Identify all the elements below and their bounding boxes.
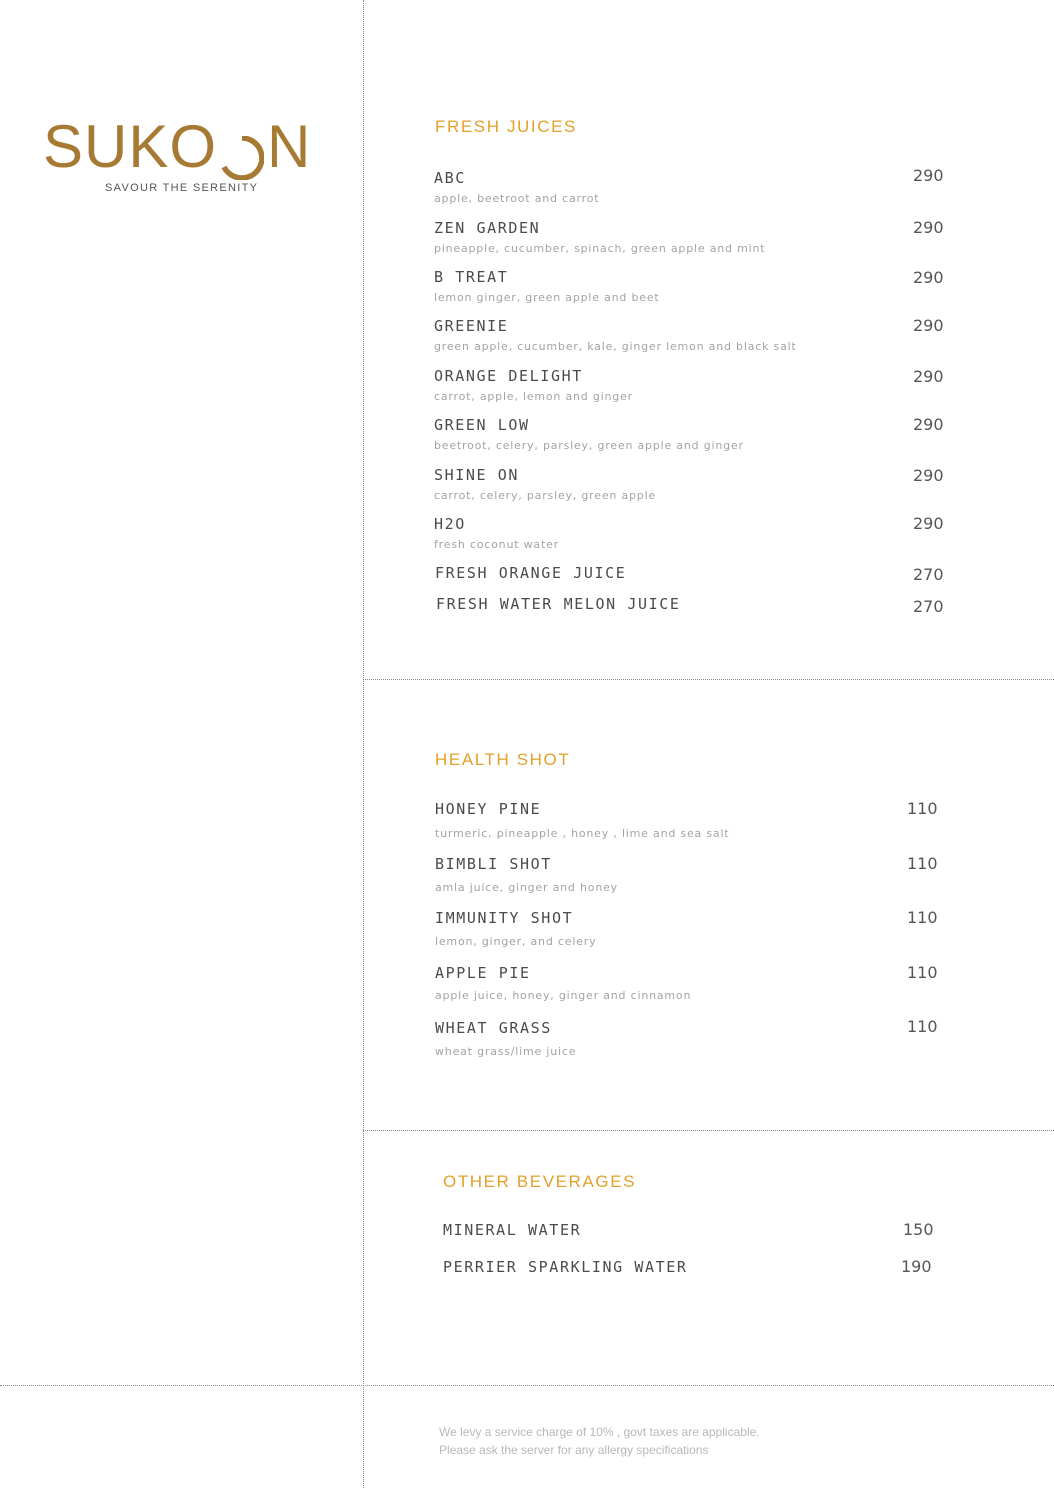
logo-text-right: N: [267, 113, 312, 180]
item-price: 110: [907, 799, 938, 818]
menu-item: [435, 800, 729, 840]
item-description: carrot, celery, parsley, green apple: [434, 489, 656, 502]
logo: [43, 112, 333, 194]
item-price: 290: [913, 514, 944, 533]
item-name: GREEN LOW: [434, 416, 530, 434]
menu-item: [434, 317, 797, 353]
item-name: PERRIER SPARKLING WATER: [443, 1258, 688, 1276]
item-description: beetroot, celery, parsley, green apple and ginger: [434, 439, 744, 452]
menu-item: [434, 416, 744, 452]
item-name: BIMBLI SHOT: [435, 855, 552, 873]
section-divider-1: [363, 679, 1054, 680]
item-description: green apple, cucumber, kale, ginger lemon and black salt: [434, 340, 797, 353]
other-beverages-section: [443, 1172, 636, 1192]
item-price: 110: [907, 1017, 938, 1036]
item-name: APPLE PIE: [435, 964, 531, 982]
menu-item: [434, 219, 765, 255]
section-title: FRESH JUICES: [435, 117, 577, 136]
item-description: fresh coconut water: [434, 538, 559, 551]
menu-item: [435, 909, 596, 948]
item-name: GREENIE: [434, 317, 509, 335]
menu-item: [434, 169, 599, 205]
item-price: 270: [913, 597, 944, 616]
item-description: apple juice, honey, ginger and cinnamon: [435, 989, 692, 1002]
menu-item: [435, 564, 626, 582]
item-description: carrot, apple, lemon and ginger: [434, 390, 633, 403]
section-title: OTHER BEVERAGES: [443, 1172, 637, 1191]
item-price: 270: [913, 565, 944, 584]
item-price: 150: [903, 1220, 934, 1239]
item-name: HONEY PINE: [435, 800, 542, 818]
health-shot-section: [435, 750, 570, 770]
fresh-juices-section: [435, 117, 577, 137]
section-title: HEALTH SHOT: [435, 750, 571, 769]
menu-item: [434, 268, 660, 304]
item-name: H2O: [434, 515, 466, 533]
item-price: 290: [913, 218, 944, 237]
vertical-divider: [363, 0, 364, 1488]
menu-item: [443, 1221, 581, 1239]
menu-item: [435, 964, 691, 1002]
item-name: ABC: [434, 169, 466, 187]
menu-item: [434, 466, 656, 502]
item-name: FRESH WATER MELON JUICE: [436, 595, 681, 613]
item-description: apple, beetroot and carrot: [434, 192, 600, 205]
item-description: lemon, ginger, and celery: [435, 935, 597, 948]
item-name: ZEN GARDEN: [434, 219, 541, 237]
item-price: 290: [913, 268, 944, 287]
service-charge-note: We levy a service charge of 10% , govt taxes are applicable.: [439, 1425, 760, 1439]
menu-item: [435, 1019, 576, 1058]
item-description: lemon ginger, green apple and beet: [434, 291, 660, 304]
crescent-moon-icon: [220, 125, 264, 169]
footer-note: [439, 1423, 760, 1459]
menu-item: [436, 595, 681, 613]
footer-divider: [0, 1385, 1054, 1386]
item-description: pineapple, cucumber, spinach, green apple and mint: [434, 242, 766, 255]
item-price: 290: [913, 415, 944, 434]
menu-item: [434, 367, 633, 403]
item-description: wheat grass/lime juice: [435, 1045, 577, 1058]
allergy-note: Please ask the server for any allergy specifications: [439, 1443, 709, 1457]
item-price: 290: [913, 316, 944, 335]
item-name: B TREAT: [434, 268, 509, 286]
item-description: turmeric, pineapple , honey , lime and sea salt: [435, 827, 730, 840]
logo-text-left: SUKO: [43, 113, 218, 180]
item-price: 290: [913, 166, 944, 185]
item-price: 110: [907, 854, 938, 873]
item-price: 110: [907, 963, 938, 982]
item-name: ORANGE DELIGHT: [434, 367, 583, 385]
item-name: MINERAL WATER: [443, 1221, 582, 1239]
item-name: SHINE ON: [434, 466, 520, 484]
item-price: 190: [901, 1257, 932, 1276]
menu-item: [434, 515, 559, 551]
logo-wordmark: [43, 112, 333, 182]
section-divider-2: [363, 1130, 1054, 1131]
menu-item: [443, 1258, 688, 1276]
item-name: IMMUNITY SHOT: [435, 909, 574, 927]
item-price: 290: [913, 466, 944, 485]
item-description: amla juice, ginger and honey: [435, 881, 618, 894]
item-price: 290: [913, 367, 944, 386]
menu-item: [435, 855, 618, 894]
item-price: 110: [907, 908, 938, 927]
item-name: WHEAT GRASS: [435, 1019, 552, 1037]
item-name: FRESH ORANGE JUICE: [435, 564, 627, 582]
logo-tagline: SAVOUR THE SERENITY: [105, 182, 259, 194]
